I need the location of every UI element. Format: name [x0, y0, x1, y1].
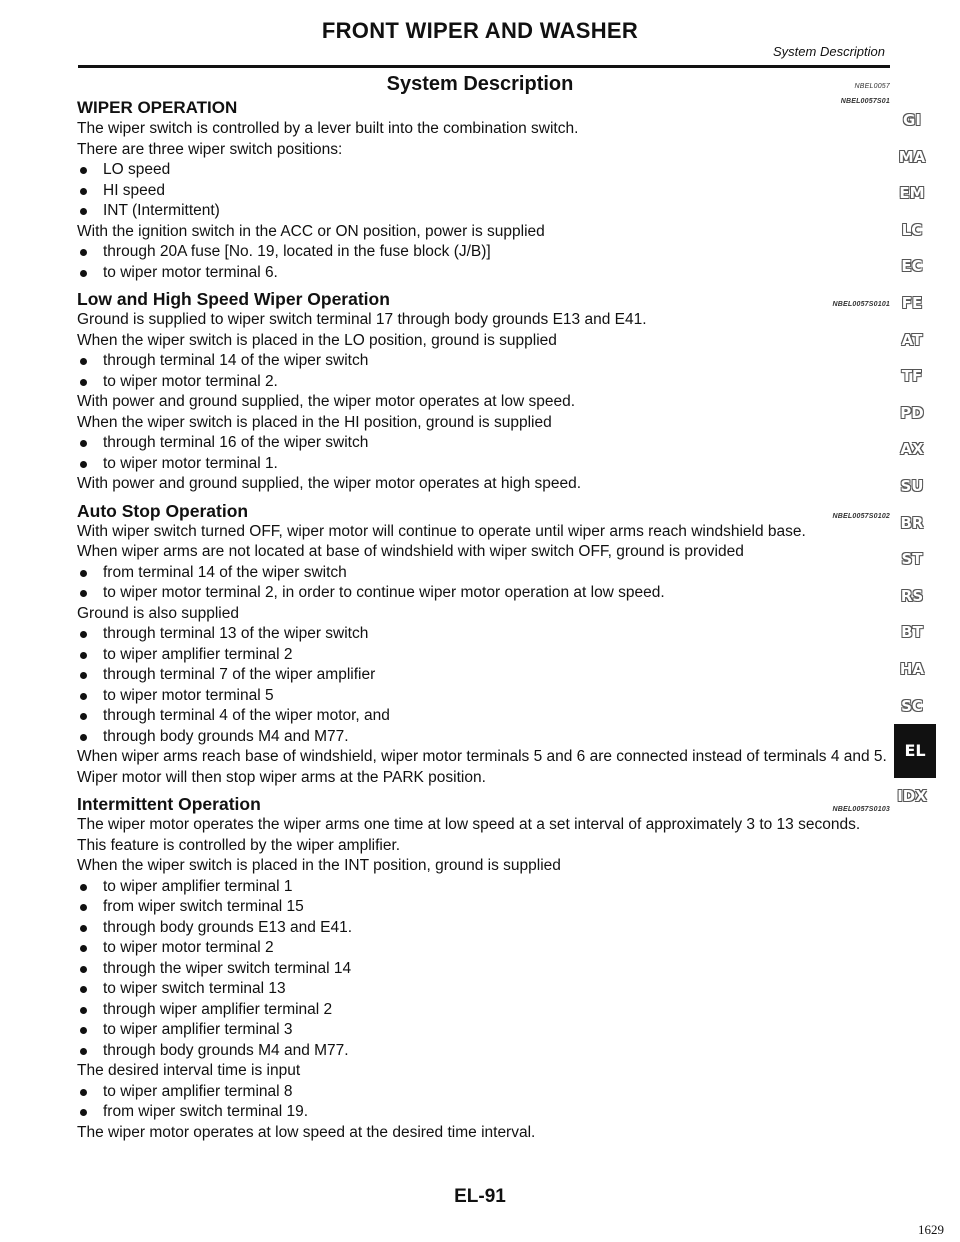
bullet-item [77, 897, 892, 918]
bullet-item [77, 706, 892, 727]
bullet-dot-icon [80, 904, 87, 911]
bullet-text: to wiper motor terminal 6. [103, 263, 278, 281]
section-tab-ha[interactable]: HA [899, 659, 925, 678]
bullet-item [77, 686, 892, 707]
reference-code: NBEL0057S0101 [832, 301, 890, 308]
bullet-dot-icon [80, 270, 87, 277]
heading-text: Low and High Speed Wiper Operation [77, 289, 390, 309]
section-title: System Description [386, 73, 574, 95]
paragraph: When wiper arms are not located at base of windshield with wiper switch OFF, ground is provided [77, 543, 744, 560]
bullet-item [77, 959, 892, 980]
bullet-item [77, 201, 892, 222]
bullet-text: to wiper amplifier terminal 8 [103, 1082, 293, 1100]
bullet-dot-icon [80, 167, 87, 174]
bullet-text: through terminal 13 of the wiper switch [103, 625, 369, 642]
bullet-item [77, 433, 892, 454]
bullet-item [77, 242, 892, 263]
paragraph: With power and ground supplied, the wiper motor operates at high speed. [77, 475, 582, 492]
subsection-heading [77, 500, 892, 522]
bullet-item [77, 938, 892, 959]
bullet-text: through body grounds M4 and M77. [103, 727, 349, 745]
bullet-text: through terminal 7 of the wiper amplifier [103, 666, 376, 683]
paragraph: When the wiper switch is placed in the HI position, ground is supplied [77, 413, 552, 431]
bullet-text: through terminal 4 of the wiper motor, and [103, 707, 390, 724]
section-tab-em[interactable]: EM [899, 184, 925, 203]
section-tab-pd[interactable]: PD [900, 403, 924, 422]
bullet-dot-icon [80, 693, 87, 700]
bullet-text: INT (Intermittent) [103, 202, 220, 219]
bullet-text: through body grounds M4 and M77. [103, 1041, 349, 1059]
section-heading [77, 97, 892, 119]
section-tab-gi[interactable]: GI [903, 111, 921, 129]
bullet-dot-icon [80, 652, 87, 659]
bullet-dot-icon [80, 925, 87, 932]
bullet-item [77, 877, 892, 898]
bullet-dot-icon [80, 1109, 87, 1116]
section-tab-ec[interactable]: EC [901, 257, 923, 276]
bullet-item [77, 918, 892, 939]
bullet-dot-icon [80, 1048, 87, 1055]
bullet-item [77, 624, 892, 645]
paragraph: The desired interval time is input [77, 1062, 301, 1079]
bullet-text: to wiper motor terminal 5 [103, 686, 274, 704]
section-tab-fe[interactable]: FE [901, 293, 923, 312]
bullet-dot-icon [80, 461, 87, 468]
bullet-dot-icon [80, 945, 87, 952]
bullet-item [77, 1020, 892, 1041]
bullet-item [77, 1102, 892, 1123]
section-tab-tf[interactable]: TF [901, 367, 923, 386]
reference-code: NBEL0057S0103 [832, 806, 890, 813]
section-tab-lc[interactable]: LC [901, 220, 923, 239]
section-code: NBEL0057 [854, 83, 890, 90]
bullet-dot-icon [80, 570, 87, 577]
bullet-dot-icon [80, 379, 87, 386]
bullet-dot-icon [80, 734, 87, 741]
paragraph: Ground is also supplied [77, 604, 239, 622]
paragraph: The wiper motor operates at low speed at the desired time interval. [77, 1123, 536, 1141]
bullet-item [77, 181, 892, 202]
bullet-text: LO speed [103, 161, 171, 178]
paragraph: With the ignition switch in the ACC or ON position, power is supplied [77, 222, 545, 240]
bullet-text: to wiper amplifier terminal 3 [103, 1021, 293, 1038]
bullet-text: from terminal 14 of the wiper switch [103, 563, 347, 581]
bullet-text: to wiper amplifier terminal 1 [103, 877, 293, 895]
bullet-text: through terminal 14 of the wiper switch [103, 352, 369, 369]
section-tab-ma[interactable]: MA [898, 147, 926, 166]
bullet-dot-icon [80, 1089, 87, 1096]
bullet-item [77, 665, 892, 686]
bullet-dot-icon [80, 1027, 87, 1034]
bullet-text: through body grounds E13 and E41. [103, 918, 353, 936]
paragraph: When the wiper switch is placed in the INT position, ground is supplied [77, 857, 561, 874]
bullet-text: through wiper amplifier terminal 2 [103, 1000, 333, 1018]
bullet-item [77, 583, 892, 604]
bullet-text: to wiper motor terminal 2. [103, 372, 278, 390]
paragraph: The wiper motor operates the wiper arms one time at low speed at a set interval of approximately 3 to 13 seconds. This feature is controlled by the wiper amplifier. [77, 816, 861, 854]
section-tab-idx[interactable]: IDX [897, 787, 927, 806]
reference-code: NBEL0057S0102 [832, 512, 890, 520]
subsection-heading [77, 288, 892, 310]
bullet-dot-icon [80, 884, 87, 891]
bullet-text: through terminal 16 of the wiper switch [103, 434, 369, 451]
bullet-item [77, 1082, 892, 1103]
paragraph: With wiper switch turned OFF, wiper motor will continue to operate until wiper arms reach windshield base. [77, 522, 806, 540]
bullet-text: to wiper motor terminal 2 [103, 939, 274, 956]
heading-text: Auto Stop Operation [77, 500, 249, 521]
section-tab-st[interactable]: ST [901, 550, 923, 569]
bullet-item [77, 454, 892, 475]
bullet-dot-icon [80, 986, 87, 993]
heading-text: WIPER OPERATION [77, 98, 238, 117]
section-tab-at[interactable]: AT [901, 330, 923, 349]
bullet-item [77, 1041, 892, 1062]
bullet-item [77, 263, 892, 284]
page-label: EL-91 [454, 1186, 506, 1207]
section-tab-bt[interactable]: BT [901, 623, 923, 642]
bullet-item [77, 1000, 892, 1021]
bullet-item [77, 979, 892, 1000]
section-tab-ax[interactable]: AX [900, 440, 924, 459]
paragraph: The wiper switch is controlled by a lever built into the combination switch. [77, 120, 579, 137]
paragraph: Ground is supplied to wiper switch terminal 17 through body grounds E13 and E41. [77, 311, 647, 328]
section-tab-su[interactable]: SU [900, 476, 924, 495]
section-index-sidebar [884, 102, 940, 815]
paragraph: When wiper arms reach base of windshield, wiper motor terminals 5 and 6 are connected instead of terminals 4 and 5. Wiper motor will then stop wiper arms at the PARK position. [77, 748, 887, 786]
bullet-dot-icon [80, 713, 87, 720]
bullet-text: through 20A fuse [No. 19, located in the fuse block (J/B)] [103, 243, 491, 260]
bullet-dot-icon [80, 672, 87, 679]
paragraph: There are three wiper switch positions: [77, 140, 343, 158]
section-tab-el[interactable]: EL [894, 724, 936, 778]
header-rule [78, 65, 890, 68]
bullet-dot-icon [80, 631, 87, 638]
section-tab-rs[interactable]: RS [900, 586, 924, 605]
page-number: 1629 [918, 1222, 944, 1237]
subsection-heading [77, 793, 892, 815]
bullet-dot-icon [80, 1007, 87, 1014]
bullet-dot-icon [80, 249, 87, 256]
heading-text: Intermittent Operation [77, 794, 261, 814]
bullet-text: from wiper switch terminal 15 [103, 898, 304, 915]
bullet-dot-icon [80, 208, 87, 215]
section-tab-sc[interactable]: SC [901, 696, 923, 715]
bullet-text: to wiper motor terminal 2, in order to continue wiper motor operation at low speed. [103, 584, 665, 601]
bullet-item [77, 727, 892, 748]
bullet-item [77, 645, 892, 666]
bullet-dot-icon [80, 358, 87, 365]
bullet-text: to wiper switch terminal 13 [103, 980, 286, 997]
bullet-text: from wiper switch terminal 19. [103, 1103, 309, 1120]
bullet-dot-icon [80, 966, 87, 973]
bullet-dot-icon [80, 440, 87, 447]
bullet-dot-icon [80, 590, 87, 597]
bullet-item [77, 563, 892, 584]
bullet-item [77, 160, 892, 181]
bullet-dot-icon [80, 188, 87, 195]
paragraph: When the wiper switch is placed in the LO position, ground is supplied [77, 331, 557, 349]
reference-code: NBEL0057S01 [840, 98, 890, 105]
bullet-text: to wiper motor terminal 1. [103, 454, 278, 472]
bullet-item [77, 351, 892, 372]
page-title: FRONT WIPER AND WASHER [321, 18, 639, 43]
bullet-text: HI speed [103, 181, 166, 199]
bullet-item [77, 372, 892, 393]
section-tab-br[interactable]: BR [900, 513, 924, 532]
bullet-text: through the wiper switch terminal 14 [103, 959, 352, 977]
paragraph: With power and ground supplied, the wiper motor operates at low speed. [77, 393, 576, 410]
bullet-text: to wiper amplifier terminal 2 [103, 645, 293, 663]
header-section-label: System Description [773, 44, 885, 59]
